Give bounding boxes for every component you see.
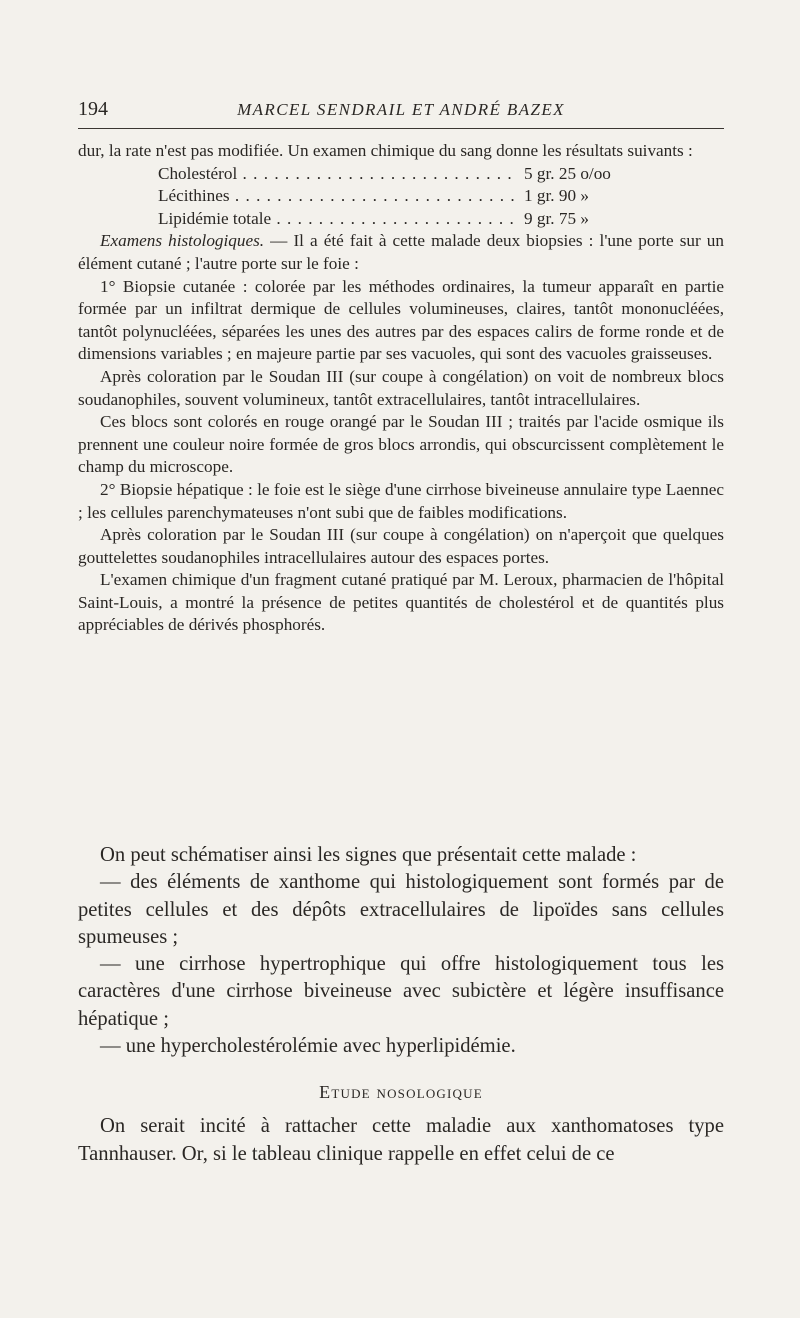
page-header [78, 98, 724, 129]
body-paragraph: Ces blocs sont colorés en rouge orangé par le Soudan III ; traités par l'acide osmique ils prennent une couleur noire formée de gros blocs arrondis, qui obscurcissent complètement le champ du microscope. [78, 412, 724, 477]
body-paragraph: Après coloration par le Soudan III (sur coupe à congélation) on voit de nombreux blocs soudanophiles, souvent volumineux, tantôt extracellulaires, tantôt intracellulaires. [78, 366, 724, 409]
summary-block [78, 842, 724, 1168]
chemistry-value: 9 gr. 75 » [518, 208, 704, 231]
histology-text: — Il a été fait à cette malade deux biopsies : l'une porte sur un élément cutané ; l'autre porte sur le foie : [78, 231, 724, 273]
summary-line: — une cirrhose hypertrophique qui offre histologiquement tous les caractères d'une cirrhose biveineuse avec subictère et légère insuffisance hépatique ; [78, 953, 724, 1030]
chemistry-results [78, 163, 724, 231]
page-number: 194 [78, 98, 108, 120]
body-paragraph: 2° Biopsie hépatique : le foie est le siège d'une cirrhose biveineuse annulaire type Laennec ; les cellules parenchymateuses n'ont subi que de faibles modifications. [78, 479, 724, 522]
intro-paragraph: dur, la rate n'est pas modifiée. Un examen chimique du sang donne les résultats suivants : [78, 141, 693, 160]
body-paragraph: Après coloration par le Soudan III (sur coupe à congélation) on n'aperçoit que quelques gouttelettes soudanophiles intracellulaires autour des espaces portes. [78, 525, 724, 567]
body-paragraph: L'examen chimique d'un fragment cutané pratiqué par M. Leroux, pharmacien de l'hôpital Saint-Louis, a montré la présence de petites quantités de cholestérol et de quantités plus appréciables de dérivés phosphorés. [78, 570, 724, 635]
body-paragraph: 1° Biopsie cutanée : colorée par les méthodes ordinaires, la tumeur apparaît en partie formée par un infiltrat dermique de cellules volumineuses, claires, tantôt mononucléées, tantôt polynucléées, séparées les unes des autres par des espaces calirs de forme ronde et de dimensions variables ; en majeure partie par ses vacuoles, qui sont des vacuoles graisseuses. [78, 276, 724, 364]
summary-line: On peut schématiser ainsi les signes que présentait cette malade : [100, 844, 637, 866]
chemistry-label: Cholestérol . . . [158, 163, 538, 186]
chemistry-row [78, 163, 724, 186]
histology-heading: Examens histologiques. [100, 231, 265, 251]
section-title: Etude nosologique [319, 1082, 483, 1103]
histology-paragraph [78, 230, 724, 275]
chemistry-label: Lipidémie totale . . . [158, 208, 538, 231]
chemistry-row [78, 185, 724, 208]
summary-line: — des éléments de xanthome qui histologiquement sont formés par de petites cellules et des dépôts extracellulaires de lipoïdes sans cellules spumeuses ; [78, 871, 724, 948]
running-title: MARCEL SENDRAIL ET ANDRÉ BAZEX [237, 100, 565, 119]
main-text [78, 140, 724, 637]
chemistry-label: Lécithines . . . [158, 185, 538, 208]
chemistry-value: 1 gr. 90 » [518, 185, 704, 208]
summary-line: — une hypercholestérolémie avec hyperlipidémie. [100, 1035, 516, 1058]
chemistry-row [78, 208, 724, 231]
closing-paragraph: On serait incité à rattacher cette maladie aux xanthomatoses type Tannhauser. Or, si le tableau clinique rappelle en effet celui de ce [78, 1115, 724, 1165]
chemistry-value: 5 gr. 25 o/oo [518, 163, 704, 186]
